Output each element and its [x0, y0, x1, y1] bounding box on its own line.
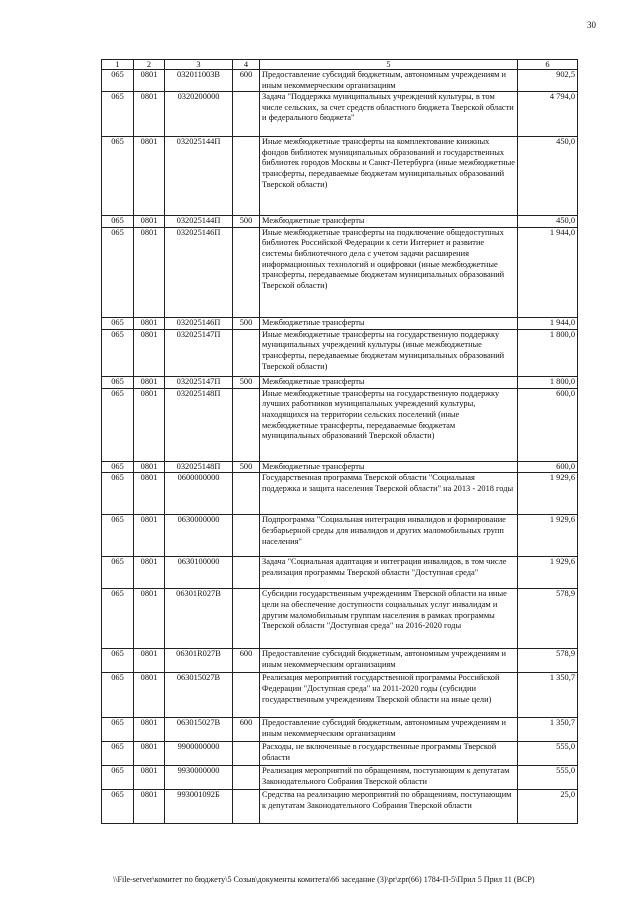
- table-row: [102, 216, 578, 228]
- cell-c3: 063015027В: [165, 673, 233, 718]
- cell-c3: 032025146П: [165, 227, 233, 317]
- cell-c1: 065: [102, 557, 134, 589]
- cell-c2: 0801: [134, 388, 165, 461]
- cell-c2: 0801: [134, 589, 165, 649]
- cell-c3: 0600000000: [165, 473, 233, 515]
- cell-c6: 1 929,6: [518, 557, 578, 589]
- cell-c4: 600: [233, 649, 260, 673]
- cell-c1: 065: [102, 92, 134, 137]
- cell-c1: 065: [102, 216, 134, 228]
- cell-c6: 600,0: [518, 388, 578, 461]
- cell-c6: 450,0: [518, 216, 578, 228]
- cell-c4: [233, 515, 260, 557]
- cell-c1: 065: [102, 317, 134, 329]
- cell-c5: Межбюджетные трансферты: [260, 461, 518, 473]
- table-row: [102, 92, 578, 137]
- cell-c2: 0801: [134, 92, 165, 137]
- table-row: [102, 515, 578, 557]
- cell-c5: Предоставление субсидий бюджетным, автономным учреждениям и иным некоммерческим организациям: [260, 649, 518, 673]
- cell-c1: 065: [102, 589, 134, 649]
- cell-c4: [233, 790, 260, 824]
- cell-c5: Иные межбюджетные трансферты на государственную поддержку муниципальных учреждений культуры (иные межбюджетные трансферты, передаваемые бюджетам муниципальных образований Тверской области): [260, 329, 518, 376]
- cell-c1: 065: [102, 766, 134, 790]
- cell-c2: 0801: [134, 227, 165, 317]
- cell-c6: 1 800,0: [518, 376, 578, 388]
- table-row: [102, 718, 578, 742]
- table-row: [102, 557, 578, 589]
- cell-c5: Задача "Социальная адаптация и интеграция инвалидов, в том числе реализация программы Тверской области "Доступная среда": [260, 557, 518, 589]
- column-header: 6: [518, 60, 578, 70]
- cell-c4: [233, 742, 260, 766]
- cell-c3: 032025146П: [165, 317, 233, 329]
- cell-c6: 600,0: [518, 461, 578, 473]
- cell-c2: 0801: [134, 766, 165, 790]
- cell-c2: 0801: [134, 718, 165, 742]
- cell-c4: [233, 473, 260, 515]
- table-row: [102, 388, 578, 461]
- table-row: [102, 673, 578, 718]
- cell-c3: 032025144П: [165, 216, 233, 228]
- cell-c4: [233, 92, 260, 137]
- cell-c5: Реализация мероприятий государственной программы Российской Федерации "Доступная среда" на 2011-2020 годы (субсидии государственным учреждениям Тверской области на иные цели): [260, 673, 518, 718]
- cell-c4: [233, 589, 260, 649]
- cell-c2: 0801: [134, 376, 165, 388]
- cell-c4: 500: [233, 376, 260, 388]
- cell-c3: 032025148П: [165, 388, 233, 461]
- cell-c5: Средства на реализацию мероприятий по обращениям, поступающим к депутатам Законодательного Собрания Тверской области: [260, 790, 518, 824]
- cell-c4: 500: [233, 216, 260, 228]
- cell-c4: [233, 227, 260, 317]
- cell-c1: 065: [102, 790, 134, 824]
- cell-c6: 578,9: [518, 589, 578, 649]
- cell-c2: 0801: [134, 515, 165, 557]
- page-number: 30: [587, 20, 596, 30]
- cell-c3: 9900000000: [165, 742, 233, 766]
- cell-c6: 1 929,6: [518, 515, 578, 557]
- cell-c3: 0320200000: [165, 92, 233, 137]
- cell-c6: 578,9: [518, 649, 578, 673]
- cell-c1: 065: [102, 461, 134, 473]
- cell-c4: 500: [233, 461, 260, 473]
- table-row: [102, 473, 578, 515]
- cell-c4: [233, 329, 260, 376]
- cell-c4: 500: [233, 317, 260, 329]
- cell-c6: 25,0: [518, 790, 578, 824]
- cell-c4: [233, 557, 260, 589]
- cell-c6: 1 350,7: [518, 673, 578, 718]
- cell-c3: 032025147П: [165, 329, 233, 376]
- cell-c5: Предоставление субсидий бюджетным, автономным учреждениям и иным некоммерческим организациям: [260, 718, 518, 742]
- budget-table: [101, 59, 578, 824]
- column-header: 3: [165, 60, 233, 70]
- cell-c5: Иные межбюджетные трансферты на государственную поддержку лучших работников муниципальных учреждений культуры, находящихся на территории сельских поселений (иные межбюджетные трансферты, передаваемые бюджетам муниципальных образований Тверской области): [260, 388, 518, 461]
- cell-c5: Расходы, не включенные в государственные программы Тверской области: [260, 742, 518, 766]
- table-row: [102, 461, 578, 473]
- cell-c2: 0801: [134, 649, 165, 673]
- cell-c3: 993001092Б: [165, 790, 233, 824]
- cell-c2: 0801: [134, 790, 165, 824]
- cell-c6: 450,0: [518, 137, 578, 216]
- cell-c5: Подпрограмма "Социальная интеграция инвалидов и формирование безбарьерной среды для инвалидов и других маломобильных групп населения": [260, 515, 518, 557]
- cell-c6: 555,0: [518, 742, 578, 766]
- cell-c5: Предоставление субсидий бюджетным, автономным учреждениям и иным некоммерческим организациям: [260, 70, 518, 92]
- cell-c2: 0801: [134, 70, 165, 92]
- cell-c6: 555,0: [518, 766, 578, 790]
- cell-c6: 1 944,0: [518, 317, 578, 329]
- cell-c2: 0801: [134, 216, 165, 228]
- file-path-footer: \\File-server\комитет по бюджету\5 Созыв\документы комитета\66 заседание (3)\pr\zpr(66) 1784-П-5\Прил 5 Прил 11 (ВСР): [113, 875, 535, 884]
- cell-c1: 065: [102, 515, 134, 557]
- cell-c1: 065: [102, 718, 134, 742]
- cell-c3: 0630000000: [165, 515, 233, 557]
- cell-c1: 065: [102, 137, 134, 216]
- cell-c3: 032025144П: [165, 137, 233, 216]
- cell-c6: 1 350,7: [518, 718, 578, 742]
- cell-c4: 600: [233, 70, 260, 92]
- cell-c3: 06301R027В: [165, 649, 233, 673]
- cell-c3: 032011003В: [165, 70, 233, 92]
- cell-c6: 4 794,0: [518, 92, 578, 137]
- table-row: [102, 227, 578, 317]
- column-header: 1: [102, 60, 134, 70]
- table-row: [102, 376, 578, 388]
- table-row: [102, 742, 578, 766]
- cell-c4: 600: [233, 718, 260, 742]
- cell-c2: 0801: [134, 329, 165, 376]
- cell-c3: 9930000000: [165, 766, 233, 790]
- table-row: [102, 649, 578, 673]
- cell-c5: Реализация мероприятий по обращениям, поступающим к депутатам Законодательного Собрания Тверской области: [260, 766, 518, 790]
- cell-c1: 065: [102, 388, 134, 461]
- column-header: 5: [260, 60, 518, 70]
- table-row: [102, 329, 578, 376]
- table-header-row: [102, 60, 578, 70]
- cell-c5: Иные межбюджетные трансферты на подключение общедоступных библиотек Российской Федерации к сети Интернет и развитие системы библиотечного дела с учетом задачи расширения информационных технологий и оцифровки (иные межбюджетные трансферты, передаваемые бюджетам муниципальных образований Тверской области): [260, 227, 518, 317]
- cell-c3: 06301R027В: [165, 589, 233, 649]
- cell-c4: [233, 673, 260, 718]
- cell-c5: Межбюджетные трансферты: [260, 317, 518, 329]
- cell-c2: 0801: [134, 137, 165, 216]
- cell-c4: [233, 766, 260, 790]
- cell-c6: 902,5: [518, 70, 578, 92]
- table-row: [102, 790, 578, 824]
- cell-c5: Межбюджетные трансферты: [260, 376, 518, 388]
- cell-c2: 0801: [134, 461, 165, 473]
- column-header: 4: [233, 60, 260, 70]
- cell-c1: 065: [102, 473, 134, 515]
- cell-c2: 0801: [134, 557, 165, 589]
- cell-c1: 065: [102, 376, 134, 388]
- cell-c2: 0801: [134, 742, 165, 766]
- column-header: 2: [134, 60, 165, 70]
- table-row: [102, 589, 578, 649]
- table-row: [102, 317, 578, 329]
- table-row: [102, 137, 578, 216]
- cell-c4: [233, 137, 260, 216]
- cell-c3: 063015027В: [165, 718, 233, 742]
- cell-c1: 065: [102, 70, 134, 92]
- cell-c6: 1 800,0: [518, 329, 578, 376]
- cell-c5: Субсидии государственным учреждениям Тверской области на иные цели на обеспечение доступности социальных услуг инвалидам и другим маломобильным группам населения в рамках программы Тверской области "Доступная среда" на 2016-2020 годы: [260, 589, 518, 649]
- cell-c6: 1 944,0: [518, 227, 578, 317]
- cell-c5: Иные межбюджетные трансферты на комплектование книжных фондов библиотек муниципальных образований и государственных библиотек городов Москвы и Санкт-Петербурга (иные межбюджетные трансферты, передаваемые бюджетам муниципальных образований Тверской области): [260, 137, 518, 216]
- cell-c5: Межбюджетные трансферты: [260, 216, 518, 228]
- cell-c5: Задача "Поддержка муниципальных учреждений культуры, в том числе сельских, за счет средств областного бюджета Тверской области и федерального бюджета": [260, 92, 518, 137]
- cell-c1: 065: [102, 673, 134, 718]
- cell-c1: 065: [102, 227, 134, 317]
- cell-c3: 0630100000: [165, 557, 233, 589]
- cell-c2: 0801: [134, 673, 165, 718]
- table-row: [102, 766, 578, 790]
- cell-c3: 032025147П: [165, 376, 233, 388]
- cell-c5: Государственная программа Тверской области "Социальная поддержка и защита населения Тверской области" на 2013 - 2018 годы: [260, 473, 518, 515]
- cell-c2: 0801: [134, 317, 165, 329]
- cell-c3: 032025148П: [165, 461, 233, 473]
- cell-c1: 065: [102, 329, 134, 376]
- cell-c1: 065: [102, 649, 134, 673]
- cell-c2: 0801: [134, 473, 165, 515]
- cell-c6: 1 929,6: [518, 473, 578, 515]
- cell-c4: [233, 388, 260, 461]
- table-row: [102, 70, 578, 92]
- cell-c1: 065: [102, 742, 134, 766]
